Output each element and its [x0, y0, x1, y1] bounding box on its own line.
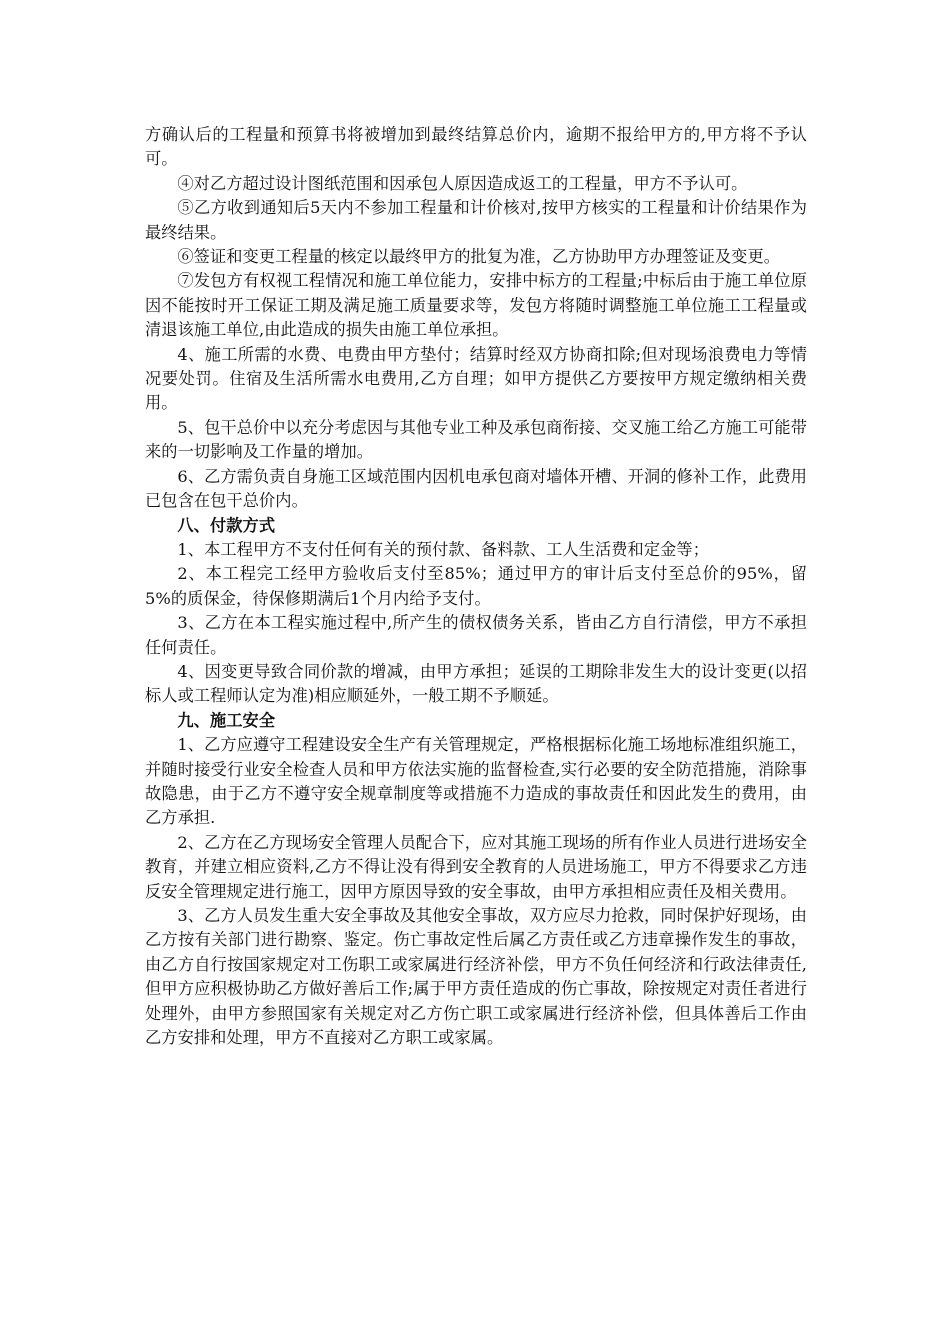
section-heading-payment: 八、付款方式 [177, 515, 276, 535]
paragraph-item-4: ④对乙方超过设计图纸范围和因承包人原因造成返工的工程量，甲方不予认可。 [177, 173, 748, 193]
paragraph-continuation: 方确认后的工程量和预算书将被增加到最终结算总价内，逾期不报给甲方的,甲方将不予认可。 [145, 125, 807, 169]
paragraph-payment-4: 4、因变更导致合同价款的增减，由甲方承担；延误的工期除非发生大的设计变更(以招标人或工程师认定为准)相应顺延外，一般工期不予顺延。 [145, 661, 807, 706]
document-page [145, 123, 807, 1050]
paragraph-safety-1: 1、乙方应遵守工程建设安全生产有关管理规定，严格根据标化施工场地标准组织施工，并随时接受行业安全检查人员和甲方依法实施的监督检查,实行必要的安全防范措施，消除事故隐患，由于乙方不遵守安全规章制度等或措施不力造成的事故责任和因此发生的费用，由乙方承担. [145, 735, 807, 828]
paragraph-safety-3: 3、乙方人员发生重大安全事故及其他安全事故，双方应尽力抢救，同时保护好现场，由乙方按有关部门进行勘察、鉴定。伤亡事故定性后属乙方责任或乙方违章操作发生的事故，由乙方自行按国家规定对工伤职工或家属进行经济补偿，甲方不负任何经济和行政法律责任,但甲方应积极协助乙方做好善后工作;属于甲方责任造成的伤亡事故，除按规定对责任者进行处理外，由甲方参照国家有关规定对乙方伤亡职工或家属进行经济补偿，但具体善后工作由乙方安排和处理，甲方不直接对乙方职工或家属。 [145, 906, 807, 1048]
paragraph-item-7: ⑦发包方有权视工程情况和施工单位能力，安排中标方的工程量;中标后由于施工单位原因不能按时开工保证工期及满足施工质量要求等，发包方将随时调整施工单位施工工程量或清退该施工单位,由此造成的损失由施工单位承担。 [145, 271, 807, 340]
paragraph-clause-5: 5、包干总价中以充分考虑因与其他专业工种及承包商衔接、交叉施工给乙方施工可能带来的一切影响及工作量的增加。 [145, 417, 807, 462]
section-heading-safety: 九、施工安全 [177, 710, 276, 730]
paragraph-payment-3: 3、乙方在本工程实施过程中,所产生的债权债务关系，皆由乙方自行清偿，甲方不承担任何责任。 [145, 613, 807, 657]
paragraph-clause-4: 4、施工所需的水费、电费由甲方垫付；结算时经双方协商扣除;但对现场浪费电力等情况要处罚。住宿及生活所需水电费用,乙方自理；如甲方提供乙方要按甲方规定缴纳相关费用。 [145, 344, 807, 413]
paragraph-item-5: ⑤乙方收到通知后5天内不参加工程量和计价核对,按甲方核实的工程量和计价结果作为最终结果。 [145, 198, 807, 242]
paragraph-safety-2: 2、乙方在乙方现场安全管理人员配合下，应对其施工现场的所有作业人员进行进场安全教育，并建立相应资料,乙方不得让没有得到安全教育的人员进场施工，甲方不得要求乙方违反安全管理规定进行施工，因甲方原因导致的安全事故，由甲方承担相应责任及相关费用。 [145, 832, 807, 901]
paragraph-item-6: ⑥签证和变更工程量的核定以最终甲方的批复为准，乙方协助甲方办理签证及变更。 [177, 247, 781, 267]
paragraph-payment-2: 2、本工程完工经甲方验收后支付至85%；通过甲方的审计后支付至总价的95%，留5%的质保金，待保修期满后1个月内给予支付。 [145, 564, 807, 608]
paragraph-payment-1: 1、本工程甲方不支付任何有关的预付款、备料款、工人生活费和定金等； [177, 539, 709, 559]
paragraph-clause-6: 6、乙方需负责自身施工区域范围内因机电承包商对墙体开槽、开洞的修补工作，此费用已包含在包干总价内。 [145, 466, 807, 511]
